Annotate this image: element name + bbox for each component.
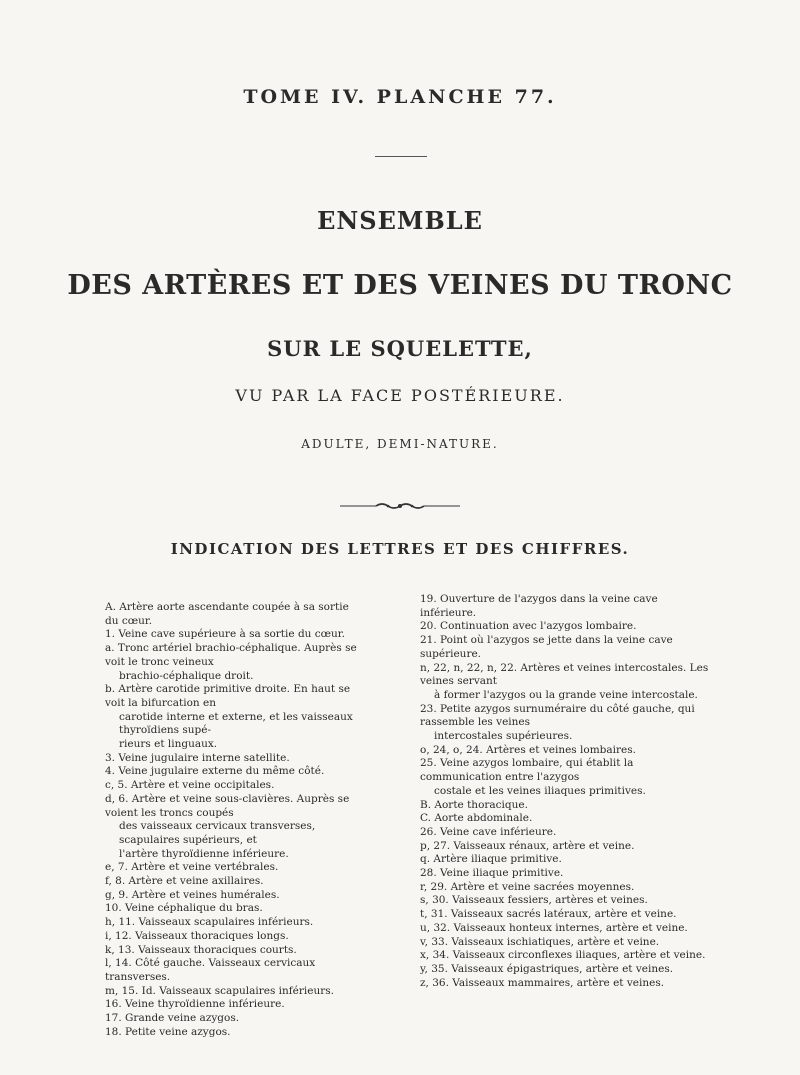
legend-entry [420, 826, 712, 840]
subtitle: ADULTE, DEMI-NATURE. [301, 437, 499, 451]
legend-entry-text: 28. Veine iliaque primitive. [420, 867, 564, 880]
legend-entry [105, 916, 363, 930]
legend-entry [105, 683, 363, 752]
legend-entry-text: v, 33. Vaisseaux ischiatiques, artère et veine. [420, 935, 660, 948]
legend-entry-text: 26. Veine cave inférieure. [420, 825, 557, 838]
legend-entry [420, 744, 712, 758]
legend-entry-text: m, 15. Id. Vaisseaux scapulaires inférieurs. [105, 984, 334, 997]
legend-entry-text: p, 27. Vaisseaux rénaux, artère et veine. [420, 839, 635, 852]
tome-heading: TOME IV. PLANCHE 77. [243, 86, 557, 108]
legend-entry-text: t, 31. Vaisseaux sacrés latéraux, artère et veine. [420, 908, 677, 921]
legend-entry-text: b. Artère carotide primitive droite. En haut se voit la bifurcation en [105, 683, 351, 709]
legend-entry-text: 3. Veine jugulaire interne satellite. [105, 751, 290, 764]
legend-entry-text: 19. Ouverture de l'azygos dans la veine cave inférieure. [420, 593, 658, 619]
legend-entry-text: 25. Veine azygos lombaire, qui établit la communication entre l'azygos [420, 757, 634, 784]
legend-entry-text: e, 7. Artère et veine vertébrales. [105, 861, 279, 874]
legend-entry-text: x, 34. Vaisseaux circonflexes iliaques, artère et veine. [420, 949, 706, 962]
legend-entry-text: 4. Veine jugulaire externe du même côté. [105, 765, 325, 778]
legend-entry [420, 908, 712, 922]
legend-entry-text: h, 11. Vaisseaux scapulaires inférieurs. [105, 916, 314, 929]
legend-entry-text: B. Aorte thoracique. [420, 798, 528, 811]
legend-entry-text: 20. Continuation avec l'azygos lombaire. [420, 620, 637, 633]
legend-left-column [105, 601, 363, 1040]
legend-entry-text: 17. Grande veine azygos. [105, 1012, 240, 1025]
legend-entry-text: 21. Point où l'azygos se jette dans la veine cave supérieure. [420, 634, 673, 660]
legend-entry-text: u, 32. Vaisseaux honteux internes, artère et veine. [420, 921, 688, 934]
legend-entry [105, 944, 363, 958]
legend-entry [105, 752, 363, 766]
legend-entry-text: f, 8. Artère et veine axillaires. [105, 875, 264, 888]
legend-entry-text: 23. Petite azygos surnuméraire du côté gauche, qui rassemble les veines [420, 702, 695, 729]
legend-entry [105, 861, 363, 875]
legend-entry [420, 799, 712, 813]
legend-entry [420, 949, 712, 963]
title-line-2: DES ARTÈRES ET DES VEINES DU TRONC [67, 270, 733, 301]
legend-right-column [420, 593, 712, 990]
legend-entry [105, 601, 363, 628]
legend-entry-text: q. Artère iliaque primitive. [420, 853, 562, 866]
legend-entry [420, 922, 712, 936]
legend-entry [105, 930, 363, 944]
legend-entry [420, 703, 712, 744]
legend-entry [420, 662, 712, 703]
legend-entry [105, 765, 363, 779]
legend-entry-continuation: à former l'azygos ou la grande veine intercostale. [434, 688, 698, 701]
legend-entry-text: l, 14. Côté gauche. Vaisseaux cervicaux transverses. [105, 957, 316, 983]
legend-entry [420, 593, 712, 620]
legend-entry [420, 881, 712, 895]
legend-entry-continuation: des vaisseaux cervicaux transverses, scapulaires supérieurs, et [119, 820, 316, 846]
legend-entry [420, 840, 712, 854]
legend-entry-continuation: l'artère thyroïdienne inférieure. [119, 847, 289, 860]
legend-entry-text: s, 30. Vaisseaux fessiers, artères et veines. [420, 894, 648, 907]
legend-entry-text: n, 22, n, 22, n, 22. Artères et veines intercostales. Les veines servant [420, 661, 709, 688]
legend-entry [105, 793, 363, 862]
title-line-4: VU PAR LA FACE POSTÉRIEURE. [235, 386, 565, 405]
legend-entry-text: 10. Veine céphalique du bras. [105, 902, 263, 915]
legend-entry-text: a. Tronc artériel brachio-céphalique. Auprès se voit le tronc veineux [105, 642, 357, 668]
legend-entry [105, 985, 363, 999]
legend-entry-continuation: costale et les veines iliaques primitives. [434, 784, 646, 797]
legend-entry [420, 867, 712, 881]
legend-entry-text: d, 6. Artère et veine sous-clavières. Auprès se voient les troncs coupés [105, 792, 350, 819]
legend-entry [105, 642, 363, 683]
legend-entry-continuation: brachio-céphalique droit. [119, 669, 254, 682]
legend-entry [105, 957, 363, 984]
legend-entry [420, 936, 712, 950]
legend-entry [420, 853, 712, 867]
legend-entry-text: i, 12. Vaisseaux thoraciques longs. [105, 929, 289, 942]
legend-entry [105, 998, 363, 1012]
legend-entry-continuation: carotide interne et externe, et les vaisseaux thyroïdiens supé- [119, 710, 353, 737]
legend-entry [105, 1012, 363, 1026]
legend-heading: INDICATION DES LETTRES ET DES CHIFFRES. [170, 540, 630, 558]
legend-entry [105, 889, 363, 903]
legend-entry-text: y, 35. Vaisseaux épigastriques, artère et veines. [420, 962, 674, 975]
title-line-3: SUR LE SQUELETTE, [267, 336, 533, 361]
legend-entry-continuation: intercostales supérieures. [434, 730, 573, 743]
legend-entry-text: z, 36. Vaisseaux mammaires, artère et veines. [420, 976, 665, 989]
ornament-flourish-icon [340, 500, 460, 512]
legend-entry [105, 1026, 363, 1040]
legend-entry-text: c, 5. Artère et veine occipitales. [105, 779, 275, 792]
legend-entry-text: r, 29. Artère et veine sacrées moyennes. [420, 880, 635, 893]
legend-entry-text: k, 13. Vaisseaux thoraciques courts. [105, 943, 297, 956]
legend-entry-text: 1. Veine cave supérieure à sa sortie du cœur. [105, 628, 345, 641]
legend-entry [420, 620, 712, 634]
legend-entry-text: g, 9. Artère et veines humérales. [105, 888, 280, 901]
legend-entry [420, 977, 712, 991]
legend-entry [105, 875, 363, 889]
divider-rule [375, 156, 427, 157]
legend-entry [420, 757, 712, 798]
legend-entry [105, 779, 363, 793]
legend-entry [420, 963, 712, 977]
legend-entry-text: 18. Petite veine azygos. [105, 1025, 231, 1038]
legend-entry-text: A. Artère aorte ascendante coupée à sa sortie du cœur. [105, 601, 349, 627]
legend-entry [420, 812, 712, 826]
title-line-1: ENSEMBLE [317, 206, 483, 235]
legend-entry-continuation: rieurs et linguaux. [119, 738, 218, 751]
legend-entry [105, 628, 363, 642]
legend-entry-text: o, 24, o, 24. Artères et veines lombaires. [420, 743, 636, 756]
legend-entry [420, 634, 712, 661]
legend-entry [420, 894, 712, 908]
legend-entry [105, 902, 363, 916]
legend-entry-text: 16. Veine thyroïdienne inférieure. [105, 998, 285, 1011]
legend-entry-text: C. Aorte abdominale. [420, 812, 533, 825]
